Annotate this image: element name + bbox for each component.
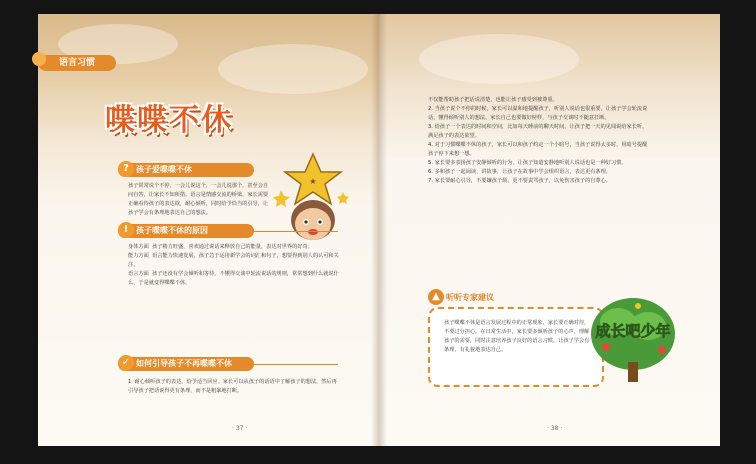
- page-number-right: · 38 ·: [547, 425, 563, 432]
- page-number-left: · 37 ·: [232, 425, 248, 432]
- tag-star-icon: [32, 52, 46, 66]
- graduation-cap-icon: ▲: [428, 289, 444, 305]
- category-tag: [38, 55, 116, 71]
- reason-paragraph: 身体方面 孩子精力旺盛，喜欢通过说话来释放自己的能量，表达对世界的好奇。 能力方面 语言能力快速发展，孩子急于运用新学会的词汇和句子，想要得到别人的认可和关注。 语言方面 孩子还没有学会倾听和等待，不懂得交谈中轮流说话的规则，常常想到什么就说什么，于是就变得喋喋不休。: [128, 244, 339, 286]
- cloud-decoration: [419, 34, 579, 84]
- expert-tip-text: 孩子喋喋不休是语言发展过程中的正常现象，家长要正确对待，不要过分担心。在日常生活中，家长要多倾听孩子的心声，理解孩子的需要，同时注意培养孩子良好的语言习惯，让孩子学会有条理、有礼貌地表达自己。: [444, 320, 590, 353]
- section-heading-3-label: 如何引导孩子不再喋喋不休: [136, 359, 232, 368]
- expert-tip-box: [428, 307, 604, 387]
- section-heading-1-label: 孩子爱喋喋不休: [136, 165, 192, 174]
- section-heading-2: [118, 224, 254, 238]
- svg-text:★: ★: [309, 177, 317, 186]
- check-icon: ✓: [118, 355, 134, 371]
- section-heading-1: [118, 163, 254, 177]
- page-title: 喋喋不休: [105, 103, 233, 138]
- right-body-text: 不仅能帮助孩子把话说清楚，也能让孩子感受到被尊重。 2. 当孩子说个不停的时候，家长可以温和地提醒孩子，听别人说话也很重要，让孩子学会轮流说话，懂得倾听别人的想法。家长自己也要做好榜样，与孩子交谈时不随意打断。 3. 给孩子一个表达的时间和空间，比如每天睡前的聊天时间，让孩子把一天的见闻说给家长听，满足孩子的表达欲望。 4. 对于习惯喋喋不休的孩子，家长可以和孩子约定一个小暗号，当孩子说得太多时，用暗号提醒孩子停下来想一想。 5. 家长要多表扬孩子安静倾听的行为，让孩子知道安静地听别人说话也是一种好习惯。 6. 多和孩子一起阅读、讲故事，让孩子在故事中学会组织语言，表达更有条理。 7. 家长要耐心引导，不要嫌孩子烦，更不要责骂孩子，以免伤害孩子的自尊心。: [428, 97, 648, 184]
- intro-paragraph: 孩子常常说个不停，一会儿说这个，一会儿说那个，甚至会自问自答，让家长不知所措。语言是情感交流的桥梁，家长需要正确看待孩子的表达欲，耐心倾听，同时给予恰当的引导，让孩子学会有条理地表达自己的想法。: [128, 183, 269, 216]
- category-tag-label: 语言习惯: [58, 58, 95, 68]
- section-heading-2-label: 孩子喋喋不休的原因: [136, 226, 208, 235]
- section-divider: [238, 231, 338, 232]
- expert-heading-label: 听听专家建议: [446, 293, 494, 302]
- cloud-decoration: [218, 44, 368, 94]
- book-spine: [371, 14, 387, 446]
- section-heading-3: [118, 357, 254, 371]
- growth-tree-illustration: [588, 292, 678, 384]
- question-icon: ?: [118, 161, 134, 177]
- expert-heading: [428, 291, 546, 305]
- tree-label: 成长吧少年: [595, 322, 671, 340]
- exclamation-icon: !: [118, 222, 134, 238]
- mascot-illustration: [273, 152, 353, 250]
- section-divider: [238, 364, 338, 365]
- method-paragraph: 1. 耐心倾听孩子的表达，给予适当回应。家长可以从孩子的话语中了解孩子的想法，然后再引导孩子把话说得更有条理，而不是粗暴地打断。: [128, 379, 337, 394]
